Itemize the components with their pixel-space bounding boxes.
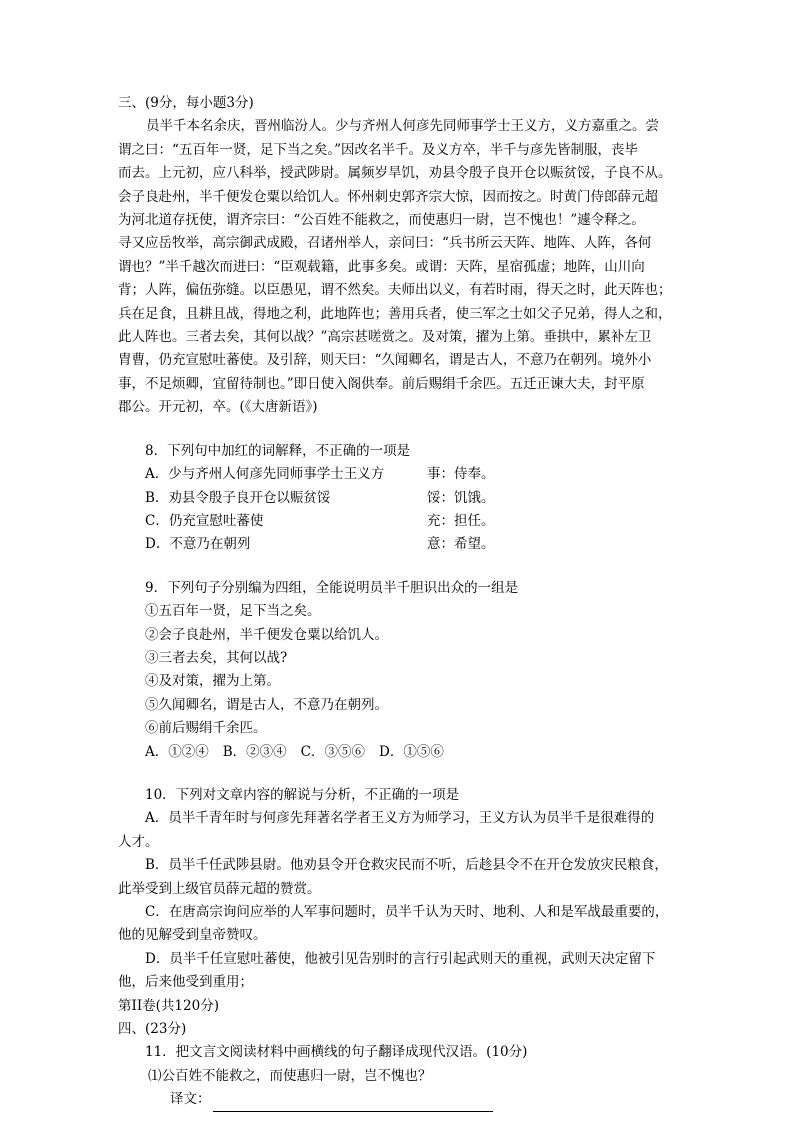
- q9-item: ⑤久闻卿名，谓是古人，不意乃在朝列。: [145, 696, 388, 713]
- passage-line: 事，不足烦卿，宜留待制也。”即日使入阁供奉。前后赐绢千余匹。五迁正谏大夫，封平原: [118, 375, 645, 392]
- passage-line: 会子良赴州，半千便发仓粟以给饥人。怀州刺史郭齐宗大惊，因而按之。时黄门侍郎薛元超: [118, 188, 658, 205]
- q8-option-text: A．少与齐州人何彦先同师事学士王义方: [145, 466, 385, 483]
- passage-line: 胄曹，仍充宣慰吐蕃使。及引辞，则天曰：“久闻卿名，谓是古人，不意乃在朝列。境外小: [118, 352, 652, 369]
- q9-item: ⑥前后赐绢千余匹。: [145, 720, 267, 737]
- q10-option-line: 此举受到上级官员薛元超的赞赏。: [118, 880, 321, 897]
- passage-line: 为河北道存抚使，谓齐宗曰：“公百姓不能救之，而使惠归一尉，岂不愧也！”遽令释之。: [118, 212, 645, 229]
- q10-option-d[interactable]: [118, 948, 680, 995]
- q10-option-a[interactable]: [118, 807, 680, 854]
- question-11-stem: 11．把文言文阅读材料中画横线的句子翻译成现代汉语。(10分): [145, 1044, 528, 1061]
- q10-option-line: 他的见解受到皇帝赞叹。: [118, 927, 267, 944]
- passage-line: 谓也？”半千越次而进曰：“臣观载籍，此事多矣。或谓：天阵，星宿孤虚；地阵，山川向: [118, 258, 645, 275]
- q9-item: ②会子良赴州，半千便发仓粟以给饥人。: [145, 626, 388, 643]
- q8-option-b[interactable]: [118, 487, 680, 510]
- q9-choice-d[interactable]: D．①⑤⑥: [379, 743, 444, 760]
- q8-option-gloss: 馁：饥饿。: [427, 489, 495, 506]
- q10-option-line: 人才。: [118, 833, 159, 850]
- q10-option-line: 他，后来他受到重用；: [118, 974, 253, 991]
- q10-option-line: A．员半千青年时与何彦先拜著名学者王义方为师学习，王义方认为员半千是很难得的: [145, 810, 655, 827]
- question-10: [118, 784, 680, 995]
- q8-option-gloss: 事：侍奉。: [427, 466, 495, 483]
- q8-option-a[interactable]: [118, 463, 680, 486]
- q9-item: ①五百年一贤，足下当之矣。: [145, 603, 321, 620]
- q9-choice-c[interactable]: C．③⑤⑥: [300, 743, 366, 760]
- passage-line: 兵在足食，且耕且战，得地之利，此地阵也；善用兵者，使三军之士如父子兄弟，得人之和，: [118, 305, 672, 322]
- question-10-stem: 10．下列对文章内容的解说与分析，不正确的一项是: [145, 786, 460, 803]
- passage-line: 此人阵也。三者去矣，其何以战？”高宗甚嗟赏之。及对策，擢为上第。垂拱中，累补左卫: [118, 329, 652, 346]
- question-8-stem: 8．下列句中加红的词解释，不正确的一项是: [145, 442, 411, 459]
- q9-choice-a[interactable]: A．①②④: [145, 743, 209, 760]
- translation-row: [118, 1088, 680, 1111]
- q9-choice-b[interactable]: B．②③④: [222, 743, 287, 760]
- q8-option-text: C．仍充宣慰吐蕃使: [145, 512, 264, 529]
- q10-option-line: B．员半千任武陟县尉。他劝县令开仓救灾民而不听，后趁县令不在开仓发放灾民粮食，: [145, 857, 668, 874]
- q9-item: ④及对策，擢为上第。: [145, 673, 280, 690]
- q8-option-d[interactable]: [118, 533, 680, 556]
- q10-option-b[interactable]: [118, 854, 680, 901]
- passage-line: 员半千本名余庆，晋州临汾人。少与齐州人何彦先同师事学士王义方，义方嘉重之。尝: [146, 118, 659, 135]
- passage-line: 而去。上元初，应八科举，授武陟尉。属频岁旱饥，劝县令殷子良开仓以赈贫馁，子良不从。: [118, 165, 672, 182]
- passage-line: 郡公。开元初，卒。(《大唐新语》): [118, 399, 318, 416]
- part-2: [118, 995, 680, 1112]
- question-9-stem: 9．下列句子分别编为四组，全能说明员半千胆识出众的一组是: [145, 579, 519, 596]
- q10-option-line: C．在唐高宗询问应举的人军事问题时，员半千认为天时、地利、人和是军战最重要的，: [145, 904, 669, 920]
- classical-passage: [118, 115, 680, 419]
- translation-label: 译文：: [170, 1091, 211, 1108]
- q8-option-text: B．劝县令殷子良开仓以赈贫馁: [145, 489, 331, 506]
- section-3-heading: 三、(9分，每小题3分): [118, 95, 254, 111]
- exam-page: [118, 92, 680, 1112]
- question-9: [118, 577, 680, 764]
- q8-option-text: D．不意乃在朝列: [145, 536, 251, 553]
- q10-option-c[interactable]: [118, 901, 680, 948]
- q10-option-line: D．员半千任宣慰吐蕃使，他被引见告别时的言行引起武则天的重视，武则天决定留下: [145, 950, 656, 967]
- passage-line: 谓之曰：“五百年一贤，足下当之矣。”因改名半千。及义方卒，半千与彦先皆制服，丧毕: [118, 141, 639, 158]
- question-8: [118, 440, 680, 557]
- q8-option-gloss: 意：希望。: [427, 536, 495, 553]
- section-4-heading: 四、(23分): [118, 1021, 187, 1038]
- passage-line: 寻又应岳牧举，高宗御武成殿，召诸州举人，亲问曰：“兵书所云天阵、地阵、人阵，各何: [118, 235, 652, 252]
- q9-item: ③三者去矣，其何以战?: [145, 649, 288, 666]
- translation-answer-line[interactable]: [213, 1094, 493, 1112]
- passage-line: 背；人阵，偏伍弥缝。以臣愚见，谓不然矣。夫师出以义，有若时雨，得天之时，此天阵也；: [118, 282, 672, 299]
- question-11-1: ⑴公百姓不能救之，而使惠归一尉，岂不愧也？: [148, 1067, 432, 1084]
- q8-option-gloss: 充：担任。: [427, 512, 495, 529]
- q8-option-c[interactable]: [118, 510, 680, 533]
- q9-choices: [118, 741, 680, 764]
- part-2-heading: 第II卷(共120分): [118, 997, 219, 1014]
